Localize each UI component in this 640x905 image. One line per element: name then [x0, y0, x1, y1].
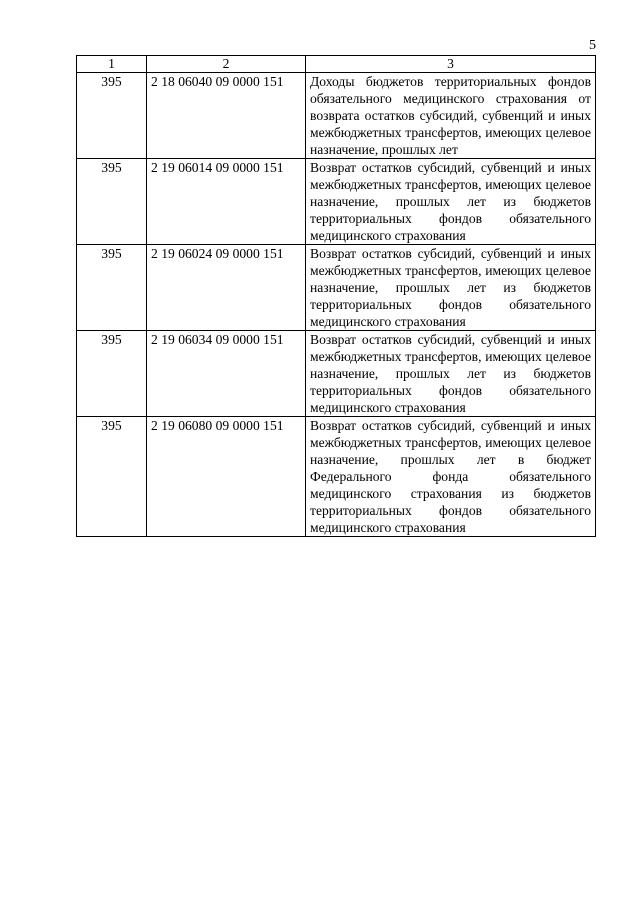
budget-code-cell: 2 19 06034 09 0000 151: [147, 331, 306, 417]
column-header: 1: [77, 56, 147, 73]
column-header: 2: [147, 56, 306, 73]
budget-classification-table: [76, 55, 596, 537]
admin-code-cell: 395: [77, 331, 147, 417]
budget-code-cell: 2 19 06024 09 0000 151: [147, 245, 306, 331]
table-row: [77, 159, 596, 245]
description-cell: Возврат остатков субсидий, субвенций и иных межбюджетных трансфертов, имеющих целевое назначение, прошлых лет из бюджетов территориальных фондов обязательного медицинского страхования: [306, 159, 596, 245]
admin-code-cell: 395: [77, 73, 147, 159]
admin-code-cell: 395: [77, 245, 147, 331]
admin-code-cell: 395: [77, 159, 147, 245]
admin-code-cell: 395: [77, 417, 147, 537]
description-cell: Доходы бюджетов территориальных фондов обязательного медицинского страхования от возврата остатков субсидий, субвенций и иных межбюджетных трансфертов, имеющих целевое назначение, прошлых лет: [306, 73, 596, 159]
page-number: 5: [589, 38, 596, 53]
table-header-row: [77, 56, 596, 73]
table-row: [77, 417, 596, 537]
description-cell: Возврат остатков субсидий, субвенций и иных межбюджетных трансфертов, имеющих целевое назначение, прошлых лет из бюджетов территориальных фондов обязательного медицинского страхования: [306, 245, 596, 331]
budget-code-cell: 2 18 06040 09 0000 151: [147, 73, 306, 159]
table-row: [77, 73, 596, 159]
budget-code-cell: 2 19 06014 09 0000 151: [147, 159, 306, 245]
budget-code-cell: 2 19 06080 09 0000 151: [147, 417, 306, 537]
table-row: [77, 331, 596, 417]
description-cell: Возврат остатков субсидий, субвенций и иных межбюджетных трансфертов, имеющих целевое назначение, прошлых лет из бюджетов территориальных фондов обязательного медицинского страхования: [306, 331, 596, 417]
description-cell: Возврат остатков субсидий, субвенций и иных межбюджетных трансфертов, имеющих целевое назначение, прошлых лет в бюджет Федерального фонда обязательного медицинского страхования из бюджетов территориальных фондов обязательного медицинского страхования: [306, 417, 596, 537]
table-row: [77, 245, 596, 331]
column-header: 3: [306, 56, 596, 73]
